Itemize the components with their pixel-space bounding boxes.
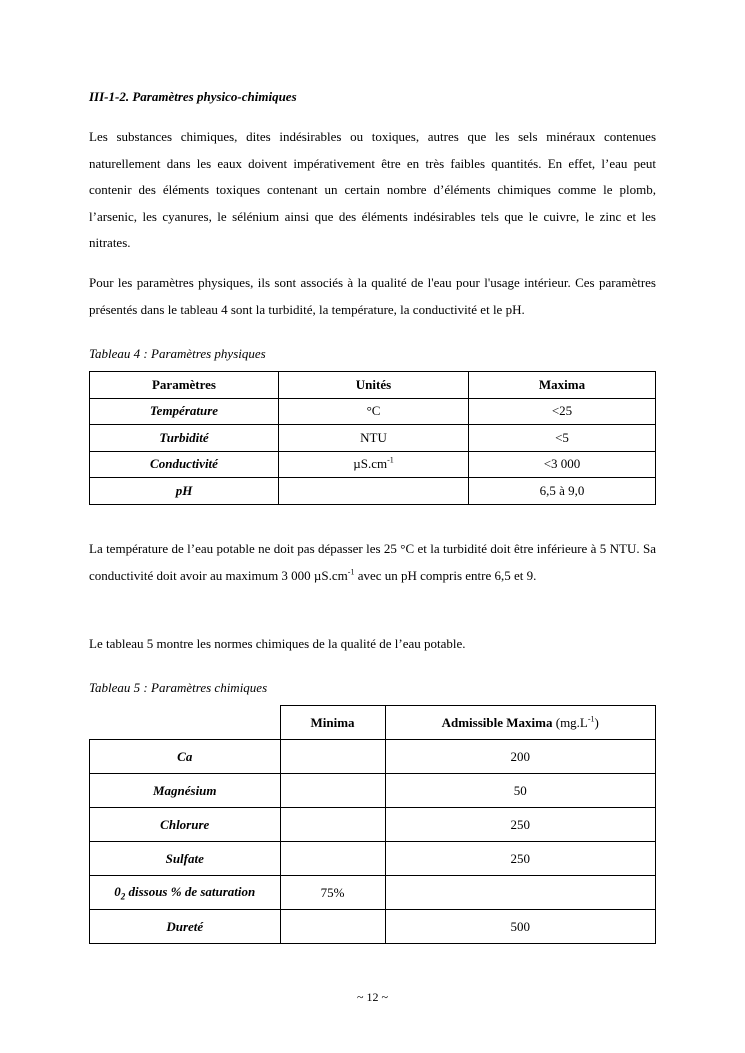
header-maxima-close: ) (594, 714, 599, 730)
unit-superscript: -1 (387, 455, 394, 465)
header-unites: Unités (279, 372, 469, 399)
table4-caption: Tableau 4 : Paramètres physiques (89, 346, 266, 361)
unit-text: µS.cm (353, 456, 388, 472)
table-row (90, 478, 656, 505)
section-title: III-1-2. Paramètres physico-chimiques (89, 89, 297, 104)
header-maxima: Maxima (469, 372, 656, 399)
param-cell (90, 876, 281, 910)
header-maxima (385, 706, 656, 740)
min-cell (280, 910, 385, 944)
table-row (90, 425, 656, 452)
param-cell: Magnésium (90, 774, 281, 808)
min-cell (280, 808, 385, 842)
table-physical-parameters (89, 371, 656, 505)
paragraph-substances: Les substances chimiques, dites indésirables ou toxiques, autres que les sels minéraux contenues naturellement dans les eaux doivent impérativement être en très faibles quantités. En effet, l’eau peut contenir des éléments toxiques contenant un certain nombre d’éléments chimiques comme le plomb, l’arsenic, les cyanures, le sélénium ainsi que des éléments indésirables tels que le cuivre, le zinc et les nitrates. (89, 129, 656, 250)
max-cell: 250 (385, 842, 656, 876)
max-cell: 6,5 à 9,0 (469, 478, 656, 505)
unit-cell (279, 478, 469, 505)
table-row (90, 398, 656, 425)
param-cell: Ca (90, 740, 281, 774)
param-text: 0 (114, 883, 121, 899)
paragraph-text: avec un pH compris entre 6,5 et 9. (354, 567, 537, 583)
table-row (90, 774, 656, 808)
min-cell: 75% (280, 876, 385, 910)
empty-corner-cell (90, 706, 281, 740)
table-chemical-parameters (89, 705, 656, 944)
paragraph-temperature (89, 536, 656, 589)
table-row (90, 910, 656, 944)
max-cell (385, 876, 656, 910)
paragraph-table5-intro: Le tableau 5 montre les normes chimiques de la qualité de l’eau potable. (89, 636, 466, 651)
min-cell (280, 740, 385, 774)
param-cell: Dureté (90, 910, 281, 944)
param-cell: Chlorure (90, 808, 281, 842)
table-header-row (90, 372, 656, 399)
paragraph-physical-params: Pour les paramètres physiques, ils sont associés à la qualité de l'eau pour l'usage intérieur. Ces paramètres présentés dans le tableau 4 sont la turbidité, la température, la conductivité et le pH. (89, 275, 656, 317)
min-cell (280, 774, 385, 808)
table-row (90, 842, 656, 876)
max-cell: <5 (469, 425, 656, 452)
unit-cell: NTU (279, 425, 469, 452)
max-cell: 500 (385, 910, 656, 944)
max-cell: <3 000 (469, 451, 656, 478)
table-row (90, 451, 656, 478)
param-cell: Turbidité (90, 425, 279, 452)
table5-caption: Tableau 5 : Paramètres chimiques (89, 680, 268, 695)
param-text: dissous % de saturation (125, 883, 256, 899)
table-row (90, 740, 656, 774)
max-cell: 200 (385, 740, 656, 774)
unit-cell: °C (279, 398, 469, 425)
unit-cell (279, 451, 469, 478)
header-maxima-label: Admissible Maxima (441, 714, 553, 730)
max-cell: 250 (385, 808, 656, 842)
param-cell: Sulfate (90, 842, 281, 876)
header-parametres: Paramètres (90, 372, 279, 399)
min-cell (280, 842, 385, 876)
page-number: ~ 12 ~ (357, 990, 388, 1004)
header-maxima-unit: (mg.L (552, 714, 588, 730)
param-cell: Température (90, 398, 279, 425)
table-row (90, 876, 656, 910)
param-cell: pH (90, 478, 279, 505)
max-cell: <25 (469, 398, 656, 425)
table-row (90, 808, 656, 842)
paragraph-superscript: -1 (347, 567, 355, 577)
param-cell: Conductivité (90, 451, 279, 478)
header-maxima-sup: -1 (587, 714, 595, 724)
header-minima: Minima (280, 706, 385, 740)
paragraph-text: La température de l’eau potable ne doit pas dépasser les 25 °C et la turbidité doit être inférieure à 5 NTU. Sa conductivité doit avoir au maximum 3 000 µS.cm (89, 541, 656, 583)
param-subscript: 2 (120, 891, 126, 902)
max-cell: 50 (385, 774, 656, 808)
table-header-row (90, 706, 656, 740)
